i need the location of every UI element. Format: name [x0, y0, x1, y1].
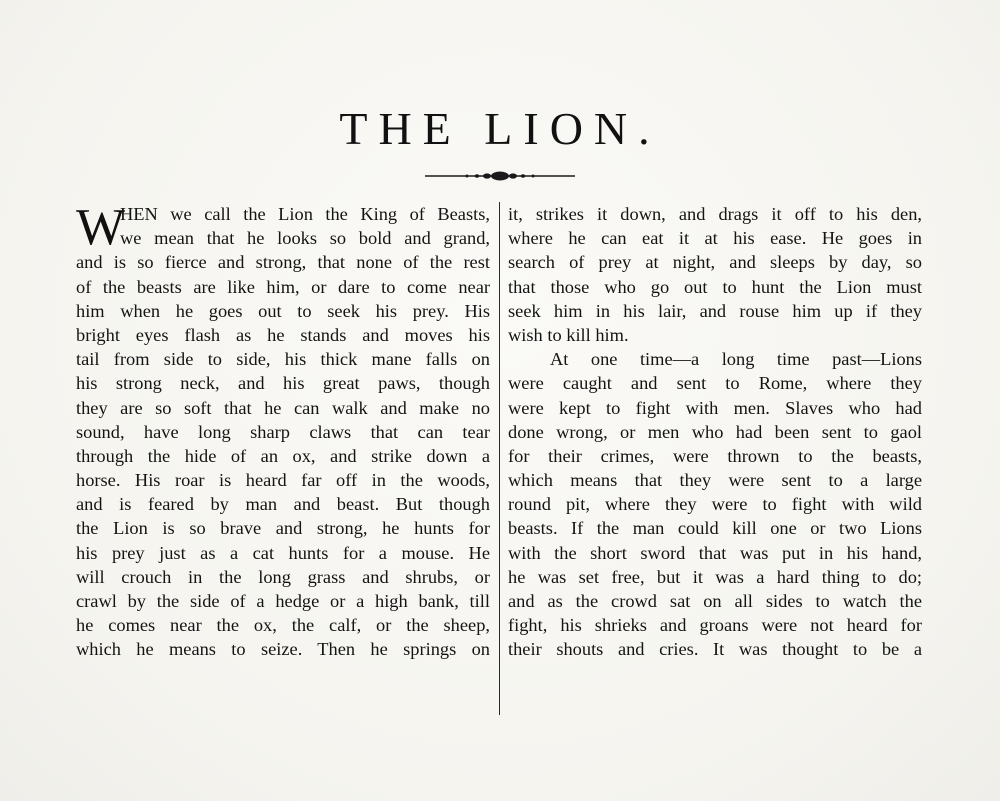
text-line: his prey just as a cat hunts for a mouse. He — [76, 542, 490, 563]
text-line: At one time—a long time past—Lions — [550, 349, 922, 370]
text-line: crawl by the side of a hedge or a high bank, till — [76, 591, 490, 611]
text-line: were caught and sent to Rome, where they — [508, 373, 922, 394]
text-line: he was set free, but it was a hard thing to do; — [508, 566, 922, 587]
text-line: seek him in his lair, and rouse him up if they — [508, 300, 922, 321]
text-line: his strong neck, and his great paws, though — [76, 373, 490, 394]
text-line: he comes near the ox, the calf, or the sheep, — [76, 615, 490, 636]
text-line: of the beasts are like him, or dare to come near — [76, 276, 490, 297]
text-line: the Lion is so brave and strong, he hunts for — [76, 518, 490, 539]
text-line: and as the crowd sat on all sides to watch the — [508, 591, 922, 611]
text-line: wish to kill him. — [508, 324, 629, 345]
text-line: through the hide of an ox, and strike down a — [76, 445, 490, 466]
text-line: tail from side to side, his thick mane falls on — [76, 349, 490, 370]
text-line: which means that they were sent to a large — [508, 470, 922, 491]
text-line: that those who go out to hunt the Lion must — [508, 276, 922, 297]
text-line: fight, his shrieks and groans were not heard for — [508, 615, 922, 636]
text-line: HEN we call the Lion the King of Beasts, — [120, 204, 490, 224]
text-line: round pit, where they were to fight with wild — [508, 494, 922, 515]
right-text-column — [508, 202, 922, 662]
text-line: beasts. If the man could kill one or two Lions — [508, 518, 922, 539]
text-line: were kept to fight with men. Slaves who had — [508, 397, 922, 418]
text-line: and is feared by man and beast. But though — [76, 494, 490, 515]
text-line: with the short sword that was put in his hand, — [508, 542, 922, 563]
text-line: it, strikes it down, and drags it off to his den, — [508, 204, 922, 224]
title-ornament — [425, 168, 575, 184]
text-line: and is so fierce and strong, that none of the rest — [76, 252, 490, 273]
text-line: they are so soft that he can walk and make no — [76, 397, 490, 418]
text-line: search of prey at night, and sleeps by day, so — [508, 252, 922, 273]
text-line: for their crimes, were thrown to the beasts, — [508, 445, 922, 466]
text-line: will crouch in the long grass and shrubs, or — [76, 566, 490, 587]
drop-cap: W — [76, 199, 126, 256]
left-text-column — [76, 199, 490, 662]
text-line: their shouts and cries. It was thought to be a — [508, 639, 922, 660]
page-title: THE LION. — [339, 103, 661, 154]
text-line: we mean that he looks so bold and grand, — [120, 228, 490, 249]
column-divider — [499, 202, 500, 715]
text-line: horse. His roar is heard far off in the woods, — [76, 470, 490, 491]
text-line: bright eyes flash as he stands and moves his — [76, 324, 490, 345]
text-line: done wrong, or men who had been sent to gaol — [508, 421, 922, 442]
text-line: where he can eat it at his ease. He goes in — [508, 228, 922, 249]
text-line: sound, have long sharp claws that can tear — [76, 421, 490, 442]
text-line: him when he goes out to seek his prey. His — [76, 300, 490, 321]
text-line: which he means to seize. Then he springs on — [76, 639, 490, 660]
